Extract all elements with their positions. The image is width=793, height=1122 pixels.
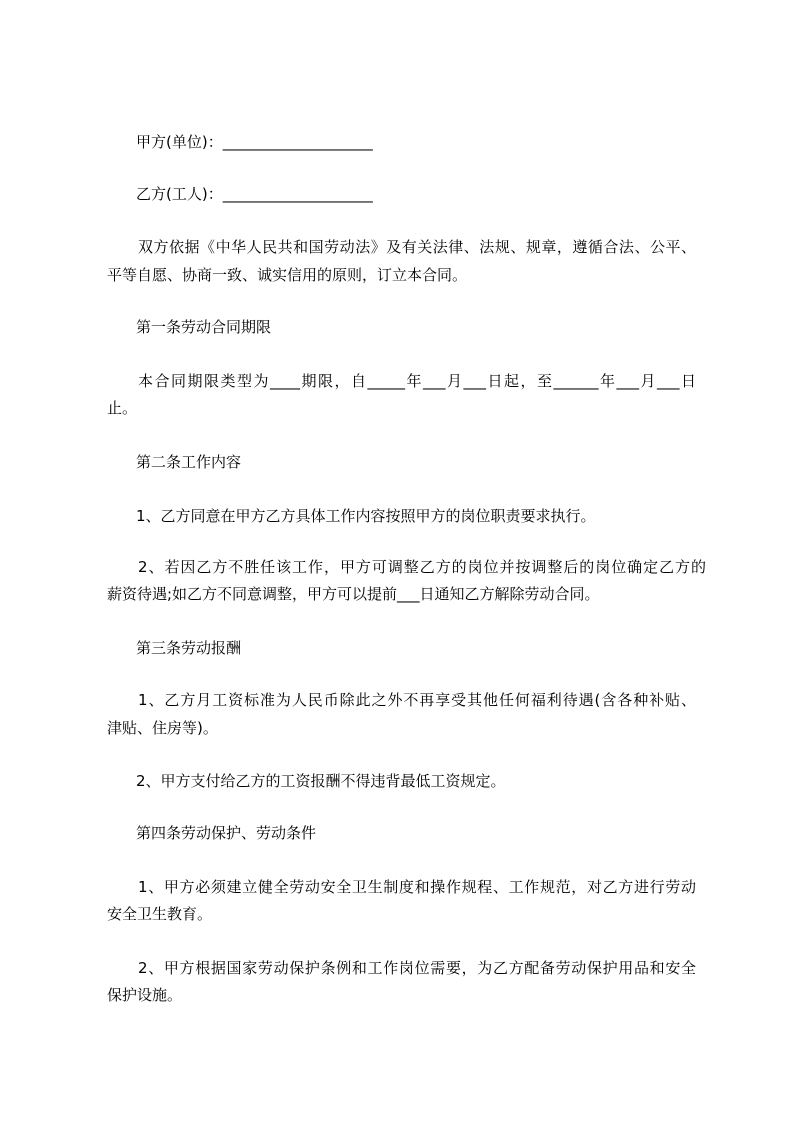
party-b-line: 乙方(工人)：____________________	[136, 185, 373, 203]
article4-item2-line-2: 保护设施。	[107, 986, 183, 1004]
article1-line-2: 止。	[107, 399, 138, 417]
article4-title: 第四条劳动保护、劳动条件	[136, 824, 317, 842]
party-a-line: 甲方(单位)：____________________	[136, 133, 373, 151]
article4-item2-line-1: 2、甲方根据国家劳动保护条例和工作岗位需要，为乙方配备劳动保护用品和安全	[138, 959, 696, 977]
article2-item2-line-2: 薪资待遇;如乙方不同意调整，甲方可以提前___日通知乙方解除劳动合同。	[107, 585, 600, 603]
article2-item1: 1、乙方同意在甲方乙方具体工作内容按照甲方的岗位职责要求执行。	[136, 507, 596, 525]
article2-item2-line-1: 2、若因乙方不胜任该工作，甲方可调整乙方的岗位并按调整后的岗位确定乙方的	[138, 558, 706, 576]
preamble-line-1: 双方依据《中华人民共和国劳动法》及有关法律、法规、规章，遵循合法、公平、	[138, 238, 696, 256]
article4-item1-line-1: 1、甲方必须建立健全劳动安全卫生制度和操作规程、工作规范，对乙方进行劳动	[138, 878, 696, 896]
article3-item1-line-1: 1、乙方月工资标准为人民币除此之外不再享受其他任何福利待遇(含各种补贴、	[138, 691, 696, 709]
article2-title: 第二条工作内容	[136, 453, 242, 471]
article1-title: 第一条劳动合同期限	[136, 318, 272, 336]
article3-item2: 2、甲方支付给乙方的工资报酬不得违背最低工资规定。	[136, 772, 506, 790]
article1-line-1: 本合同期限类型为____期限，自_____年___月___日起，至______年___月___日	[138, 372, 696, 390]
article4-item1-line-2: 安全卫生教育。	[107, 905, 213, 923]
article3-title: 第三条劳动报酬	[136, 639, 242, 657]
preamble-line-2: 平等自愿、协商一致、诚实信用的原则，订立本合同。	[107, 266, 468, 284]
article3-item1-line-2: 津贴、住房等)。	[107, 719, 218, 737]
